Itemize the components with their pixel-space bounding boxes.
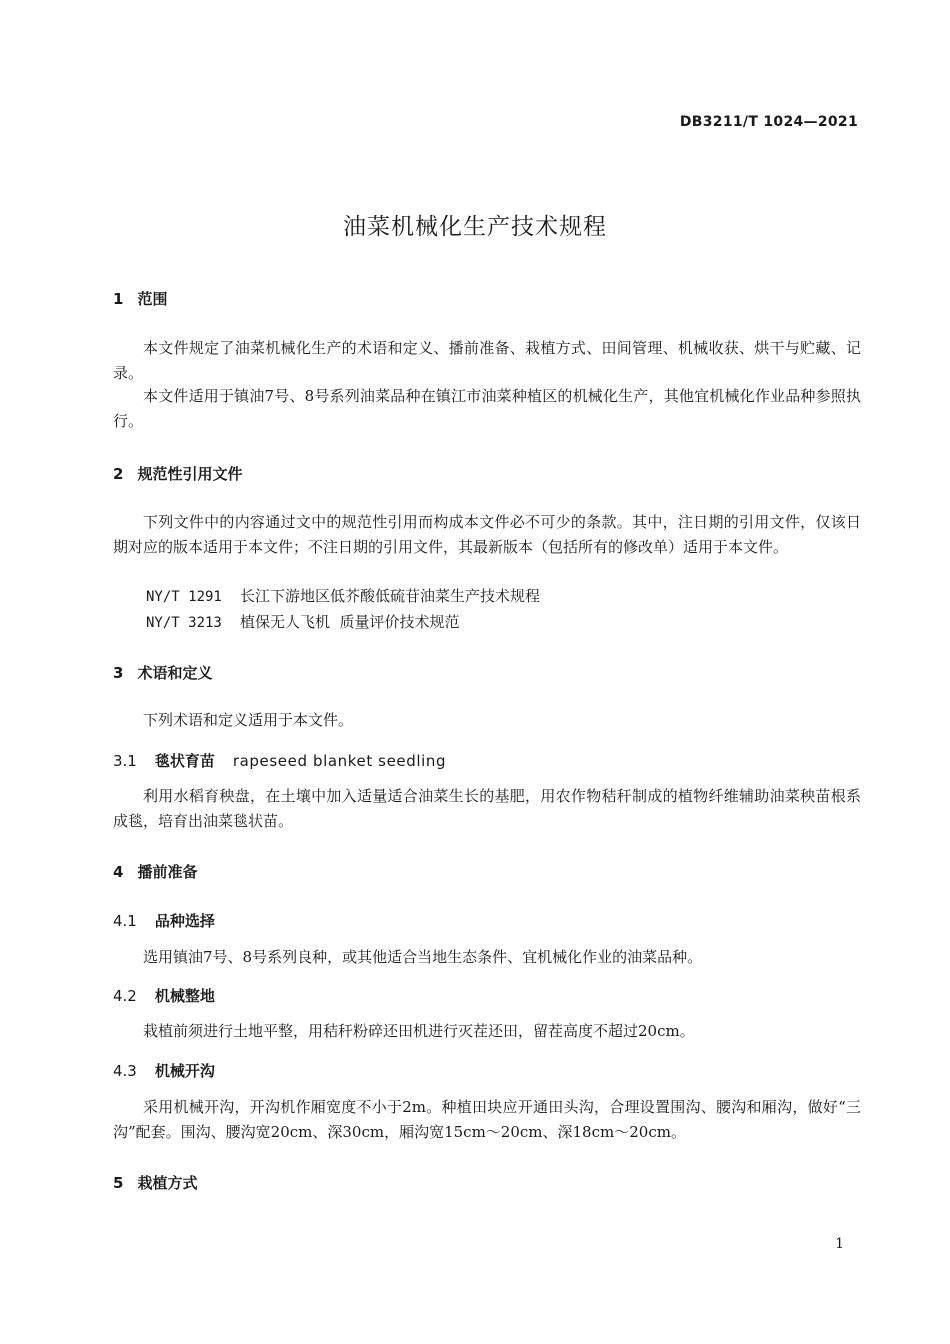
section-heading-3	[113, 662, 212, 683]
subsection-title: 品种选择	[154, 912, 215, 930]
term-english: rapeseed blanket seedling	[232, 752, 447, 770]
section-3-1-paragraph: 利用水稻育秧盘，在土壤中加入适量适合油菜生长的基肥，用农作物秸秆制成的植物纤维辅助油菜秧苗根系成毯，培育出油菜毯状苗。	[113, 787, 861, 830]
subsection-title: 机械开沟	[154, 1062, 215, 1080]
subsection-heading-4-1	[113, 910, 215, 931]
section-heading-5	[113, 1172, 197, 1193]
section-title: 栽植方式	[137, 1174, 198, 1192]
section-3-paragraph-1: 下列术语和定义适用于本文件。	[143, 711, 354, 729]
subsection-heading-4-2	[113, 985, 215, 1006]
subsection-title: 毯状育苗	[154, 752, 215, 770]
reference-code: NY/T 3213	[146, 615, 222, 631]
section-number: 4	[113, 863, 124, 881]
reference-item	[146, 611, 460, 632]
section-number: 3	[113, 664, 124, 682]
section-heading-1	[113, 288, 167, 309]
subsection-title: 机械整地	[154, 987, 215, 1005]
subsection-number: 4.3	[113, 1062, 137, 1080]
section-4-1-paragraph: 选用镇油7号、8号系列良种，或其他适合当地生态条件、宜机械化作业的油菜品种。	[143, 948, 703, 966]
document-code: DB3211/T 1024—2021	[679, 114, 858, 130]
section-number: 5	[113, 1174, 124, 1192]
section-title: 范围	[137, 290, 168, 308]
subsection-heading-4-3	[113, 1060, 215, 1081]
section-title: 规范性引用文件	[137, 465, 243, 483]
section-title: 术语和定义	[137, 664, 213, 682]
subsection-heading-3-1	[113, 750, 446, 771]
reference-item	[146, 585, 540, 606]
reference-name: 长江下游地区低芥酸低硫苷油菜生产技术规程	[240, 587, 541, 605]
section-4-2-paragraph: 栽植前须进行土地平整，用秸秆粉碎还田机进行灭茬还田，留茬高度不超过20cm。	[143, 1022, 695, 1040]
reference-code: NY/T 1291	[146, 589, 222, 605]
section-1-paragraph-1: 本文件规定了油菜机械化生产的术语和定义、播前准备、栽植方式、田间管理、机械收获、烘干与贮藏、记录。	[113, 339, 861, 382]
section-title: 播前准备	[137, 863, 198, 881]
subsection-number: 4.1	[113, 912, 137, 930]
section-2-paragraph-1: 下列文件中的内容通过文中的规范性引用而构成本文件必不可少的条款。其中，注日期的引用文件，仅该日期对应的版本适用于本文件；不注日期的引用文件，其最新版本（包括所有的修改单）适用于本文件。	[113, 513, 861, 556]
section-heading-2	[113, 463, 242, 484]
subsection-number: 3.1	[113, 752, 137, 770]
section-number: 1	[113, 290, 124, 308]
document-title: 油菜机械化生产技术规程	[343, 214, 607, 240]
section-number: 2	[113, 465, 124, 483]
section-1-paragraph-2: 本文件适用于镇油7号、8号系列油菜品种在镇江市油菜种植区的机械化生产，其他宜机械化作业品种参照执行。	[113, 387, 861, 430]
page-number: 1	[835, 1236, 844, 1252]
section-4-3-paragraph: 采用机械开沟，开沟机作厢宽度不小于2m。种植田块应开通田头沟，合理设置围沟、腰沟和厢沟，做好“三沟”配套。围沟、腰沟宽20cm、深30cm，厢沟宽15cm～20cm、深18cm～20cm。	[113, 1098, 861, 1141]
reference-name: 植保无人飞机 质量评价技术规范	[240, 613, 460, 631]
section-heading-4	[113, 861, 197, 882]
subsection-number: 4.2	[113, 987, 137, 1005]
